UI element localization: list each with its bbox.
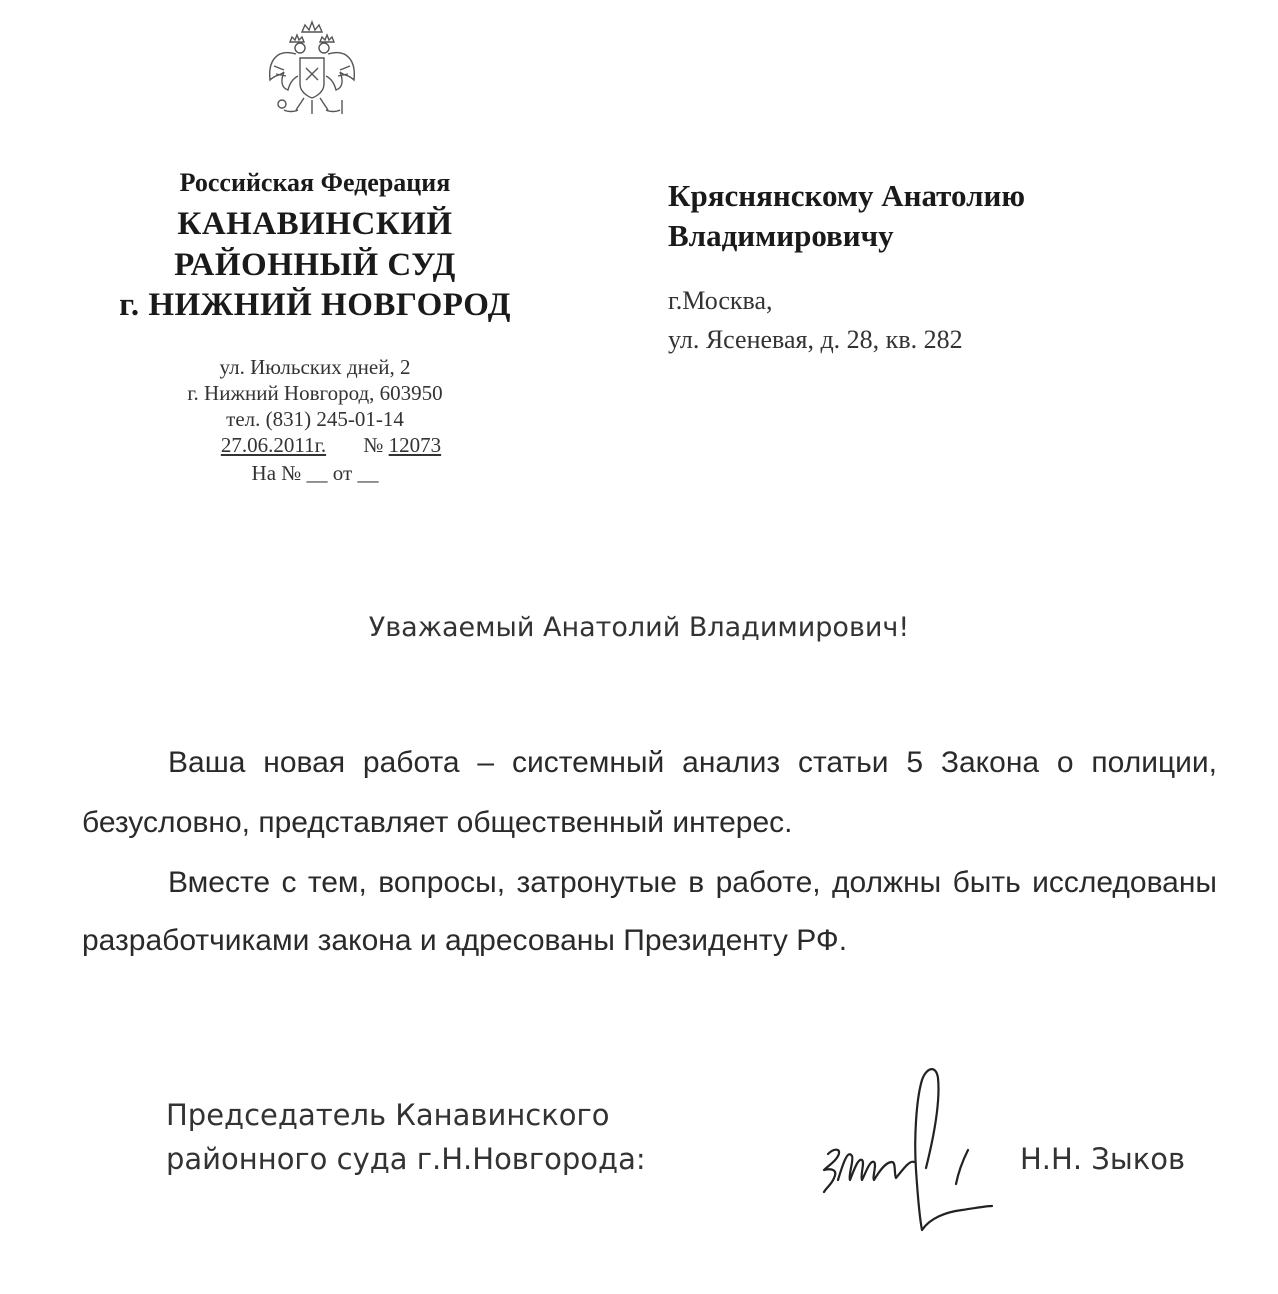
sender-city: г. Нижний Новгород, 603950 — [187, 381, 443, 405]
greeting: Уважаемый Анатолий Владимирович! — [368, 612, 910, 643]
coat-of-arms-emblem — [262, 18, 362, 126]
body-paragraph2-line1: Вместе с тем, вопросы, затронутые в работе, должны быть исследованы — [168, 866, 1217, 899]
signer-name: Н.Н. Зыков — [1020, 1142, 1186, 1176]
outgoing-date: 27.06.2011г. — [220, 433, 327, 457]
court-name-line2: РАЙОННЫЙ СУД — [174, 247, 456, 283]
sender-country: Российская Федерация — [179, 168, 451, 197]
sender-phone: тел. (831) 245-01-14 — [226, 407, 404, 431]
body-paragraph2-line2: разработчиками закона и адресованы Президенту РФ. — [82, 924, 848, 957]
reply-reference: На № __ от __ — [251, 461, 379, 485]
recipient-street: ул. Ясеневая, д. 28, кв. 282 — [668, 325, 963, 354]
signer-title-line2: районного суда г.Н.Новгорода: — [166, 1142, 646, 1176]
number-label: № — [363, 433, 384, 457]
outgoing-number: 12073 — [388, 433, 442, 457]
body-paragraph1-line1: Ваша новая работа – системный анализ статьи 5 Закона о полиции, — [168, 746, 1217, 779]
sender-street: ул. Июльских дней, 2 — [219, 355, 411, 379]
recipient-name-line1: Кряснянскому Анатолию — [668, 178, 1026, 213]
recipient-name-line2: Владимировичу — [668, 218, 894, 253]
court-name-line3: г. НИЖНИЙ НОВГОРОД — [119, 287, 511, 323]
court-name-line1: КАНАВИНСКИЙ — [177, 206, 453, 242]
signer-title-line1: Председатель Канавинского — [166, 1098, 610, 1132]
registration-line — [80, 433, 550, 458]
handwritten-signature — [808, 1050, 1018, 1250]
recipient-city: г.Москва, — [668, 286, 773, 315]
body-paragraph1-line2: безусловно, представляет общественный интерес. — [82, 806, 793, 839]
